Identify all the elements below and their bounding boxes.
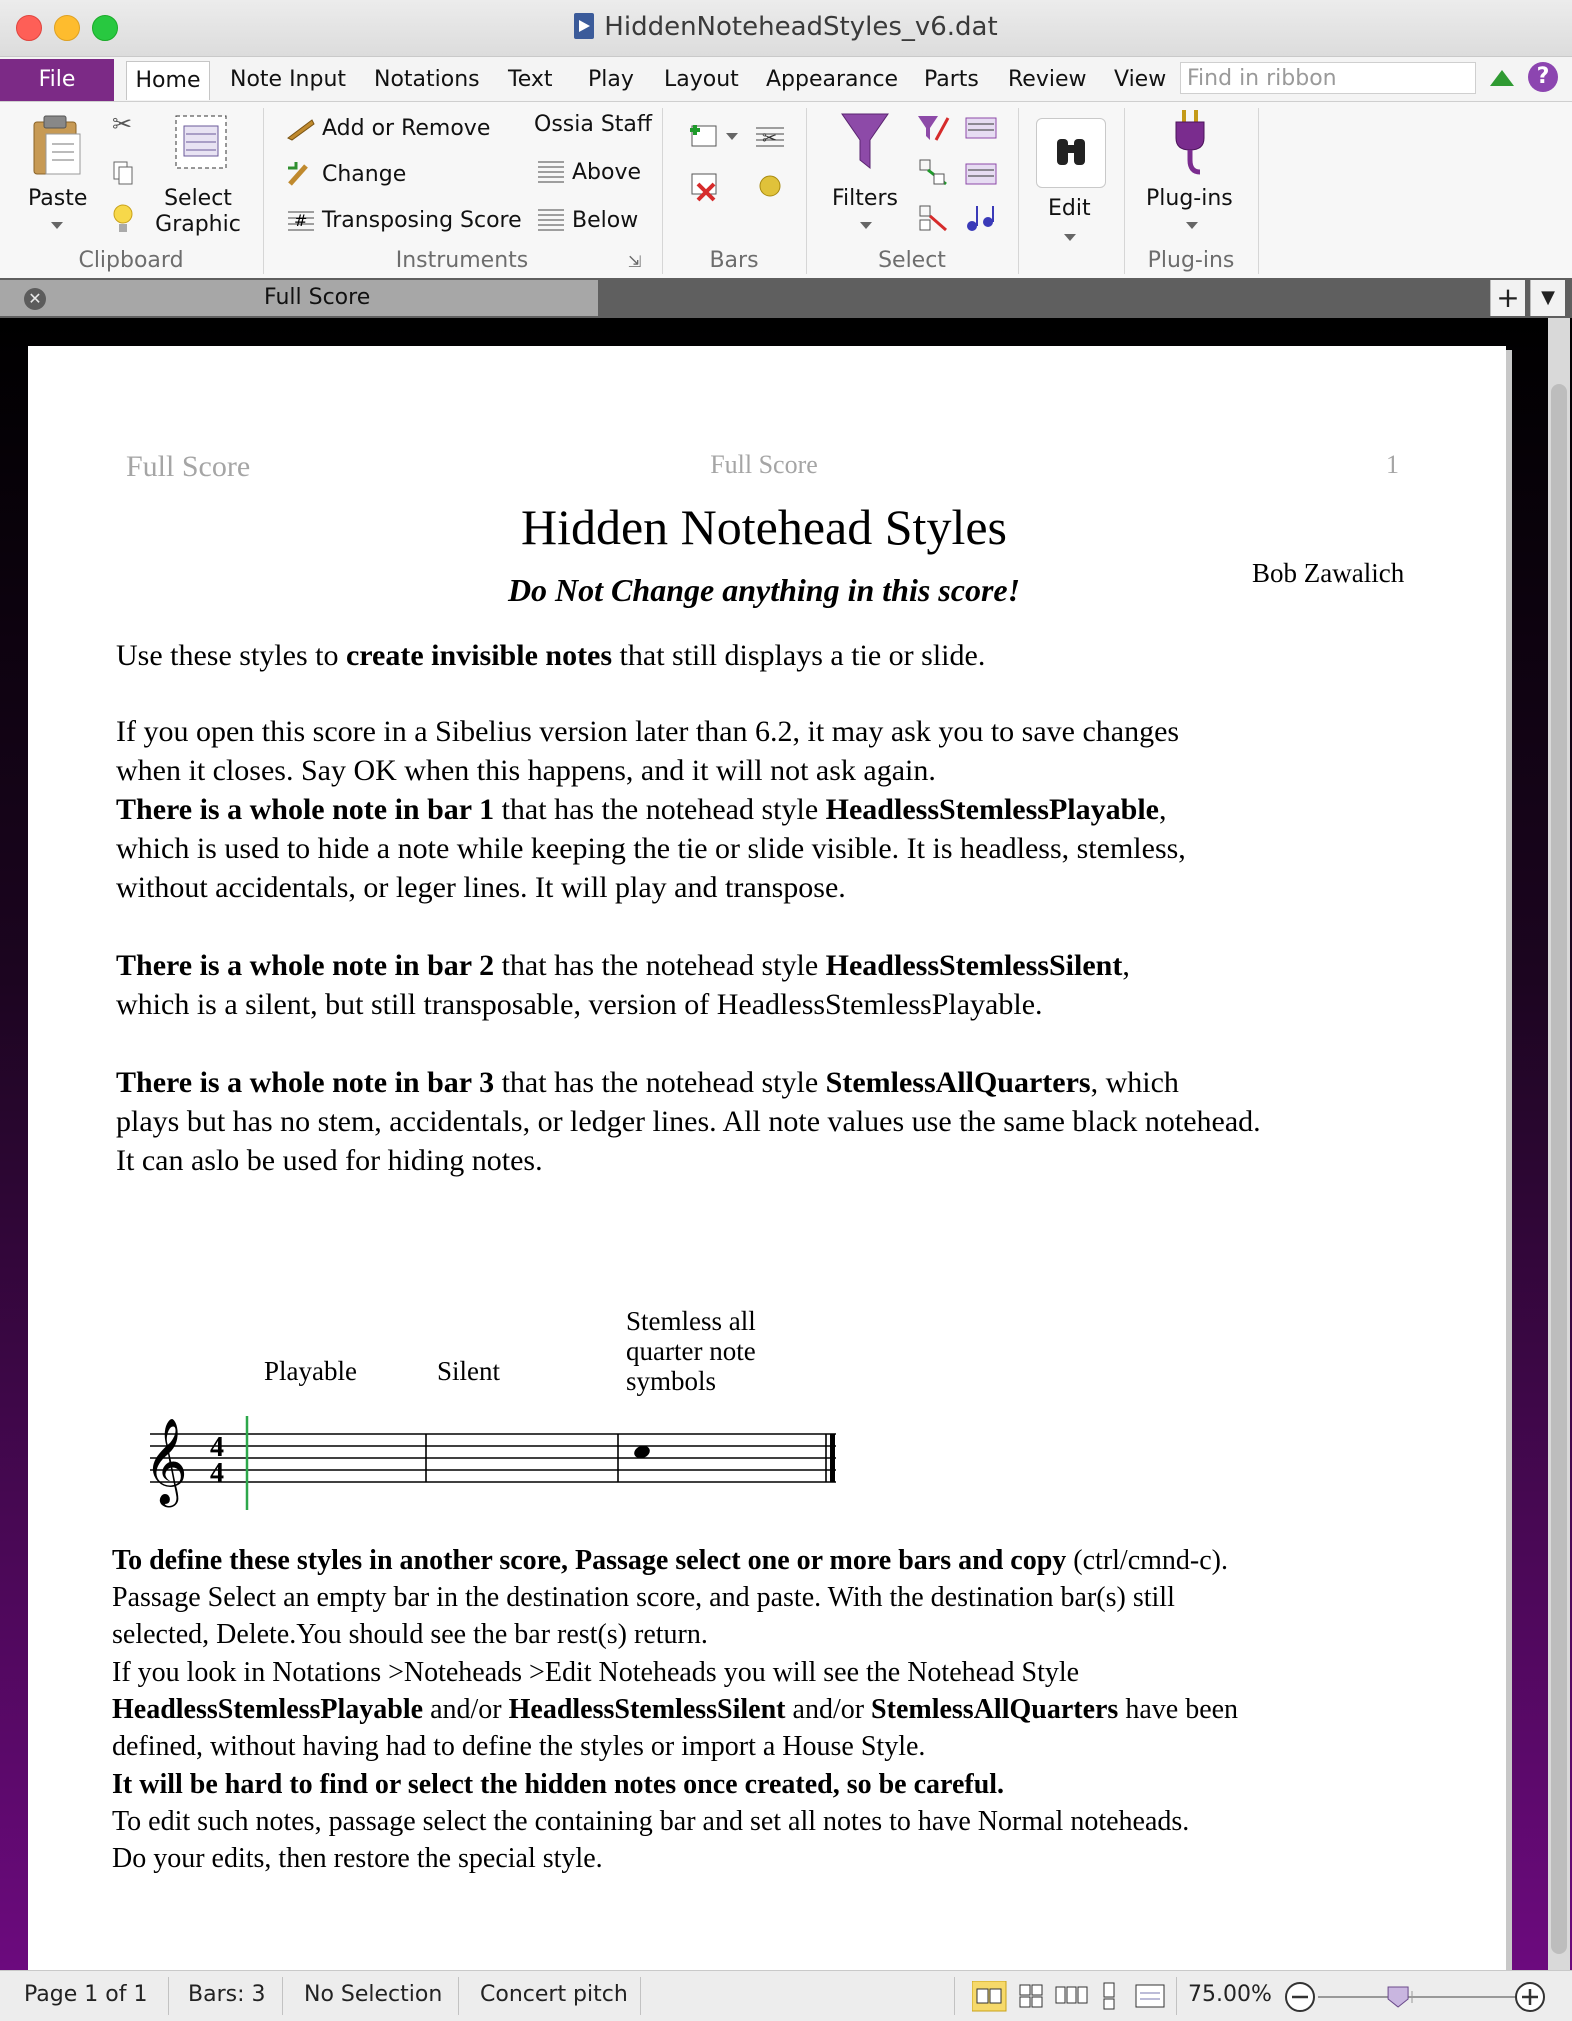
filter-dynamics-icon[interactable] [916, 112, 950, 144]
tab-view[interactable]: View [1114, 67, 1167, 92]
tab-parts[interactable]: Parts [924, 67, 979, 92]
paragraph-7-line-3: defined, without having had to define the styles or import a House Style. [112, 1731, 926, 1762]
find-binoculars-button[interactable] [1036, 118, 1106, 188]
plug-ins-dropdown-icon[interactable] [1186, 222, 1198, 229]
tab-home[interactable]: Home [126, 61, 210, 100]
svg-text:#: # [294, 211, 308, 230]
text-run: Use these styles to [116, 639, 346, 672]
status-divider [954, 1977, 955, 2015]
paragraph-7 [112, 1654, 1238, 1765]
staff-label-stemless-line-1: Stemless all [626, 1306, 756, 1336]
clipboard-group-label: Clipboard [78, 248, 184, 273]
help-icon[interactable]: ? [1528, 62, 1558, 92]
tab-notations[interactable]: Notations [374, 67, 480, 92]
transposing-score-button[interactable]: Transposing Score [322, 208, 522, 233]
paragraph-8-line-1: It will be hard to find or select the hidden notes once created, so be careful. [112, 1769, 1005, 1800]
status-divider [1176, 1977, 1177, 2015]
select-graphic-icon[interactable] [172, 112, 230, 172]
select-group-label: Select [878, 248, 946, 273]
select-graphic-label-2: Graphic [155, 212, 241, 237]
bold-text-run: StemlessAllQuarters [871, 1694, 1119, 1725]
svg-text:✂: ✂ [762, 128, 778, 149]
text-run: and/or [423, 1694, 509, 1725]
paragraph-5-line-1 [116, 1063, 1261, 1102]
paragraph-4 [116, 946, 1130, 1024]
bold-text-run: create invisible notes [345, 639, 613, 672]
delete-bar-icon[interactable] [686, 170, 722, 202]
new-tab-button[interactable]: + [1490, 280, 1525, 316]
text-run: , which [1090, 1066, 1179, 1099]
edit-button[interactable]: Edit [1048, 196, 1091, 221]
ossia-above-icon [536, 158, 566, 184]
bold-text-run: StemlessAllQuarters [825, 1066, 1091, 1099]
paste-button[interactable]: Paste [28, 186, 88, 211]
tip-bulb-icon[interactable] [112, 202, 134, 236]
dialog-launcher-icon[interactable]: ⇲ [628, 252, 642, 271]
paragraph-6 [112, 1542, 1228, 1653]
text-run: , [1158, 793, 1167, 826]
paragraph-5-line-3: It can aslo be used for hiding notes. [116, 1144, 543, 1177]
filters-button[interactable]: Filters [832, 186, 898, 211]
status-concert-pitch[interactable]: Concert pitch [480, 1982, 628, 2007]
window-title-text: HiddenNoteheadStyles_v6.dat [604, 12, 998, 42]
header-center: Full Score [710, 450, 818, 479]
bold-text-run: There is a whole note in bar 1 [116, 793, 495, 826]
document-tab-bar [0, 278, 1572, 318]
text-run: and/or [785, 1694, 872, 1725]
bold-text-run: HeadlessStemlessPlayable [112, 1694, 424, 1725]
paragraph-1 [116, 636, 985, 675]
select-less-icon[interactable] [916, 202, 950, 234]
tab-full-score-label: Full Score [264, 285, 371, 310]
tab-appearance[interactable]: Appearance [766, 67, 899, 92]
paste-dropdown-icon[interactable] [51, 222, 63, 229]
status-divider [282, 1977, 283, 2015]
view-mode-buttons [972, 1981, 1172, 2013]
staff-label-playable: Playable [264, 1356, 357, 1386]
tab-review[interactable]: Review [1008, 67, 1087, 92]
paragraph-3-line-1 [116, 790, 1186, 829]
select-graphic-label-1: Select [164, 186, 232, 211]
tab-layout[interactable]: Layout [664, 67, 739, 92]
paragraph-3-line-2: which is used to hide a note while keeping the tie or slide visible. It is headless, stemless, [116, 832, 1186, 865]
zoom-control [1282, 1979, 1572, 2015]
add-bar-dropdown-icon[interactable] [726, 133, 738, 140]
paragraph-2-line-2: when it closes. Say OK when this happens, and it will not ask again. [116, 754, 936, 787]
status-bars: Bars: 3 [188, 1982, 266, 2007]
paragraph-6-line-2: Passage Select an empty bar in the destination score, and paste. With the destination bar(s) still [112, 1582, 1175, 1613]
staff-label-stemless-line-2: quarter note [626, 1336, 756, 1366]
window-title-bar [0, 0, 1572, 57]
tab-full-score[interactable] [0, 280, 598, 316]
ossia-below-icon [536, 206, 566, 232]
select-notes-icon[interactable] [964, 202, 998, 234]
text-run: , [1122, 949, 1130, 982]
text-run: have been [1118, 1694, 1239, 1725]
paragraph-5-line-2: plays but has no stem, accidentals, or ledger lines. All note values use the same black notehead. [116, 1105, 1261, 1138]
zoom-level[interactable]: 75.00% [1188, 1982, 1272, 2007]
text-run: that has the notehead style [494, 949, 826, 982]
paragraph-6-line-3: selected, Delete.You should see the bar rest(s) return. [112, 1619, 708, 1650]
paragraph-7-line-1: If you look in Notations >Noteheads >Edit Noteheads you will see the Notehead Style [112, 1657, 1080, 1688]
find-in-ribbon-input[interactable]: Find in ribbon [1180, 62, 1476, 94]
add-or-remove-button[interactable]: Add or Remove [322, 116, 491, 141]
cut-icon[interactable]: ✂ [112, 110, 133, 138]
view-grid-icon[interactable] [1020, 1985, 1030, 1995]
header-left: Full Score [126, 450, 251, 483]
paste-icon[interactable] [30, 112, 84, 178]
paragraph-3-line-3: without accidentals, or leger lines. It will play and transpose. [116, 871, 846, 904]
score-subtitle: Do Not Change anything in this score! [507, 572, 1021, 608]
tab-text[interactable]: Text [508, 67, 553, 92]
group-divider [1018, 108, 1019, 274]
status-bar [0, 1970, 1572, 2021]
status-selection: No Selection [304, 1982, 443, 2007]
view-horizontal-icon[interactable] [1056, 1987, 1065, 2003]
composer: Bob Zawalich [1252, 558, 1405, 588]
staff-label-stemless-line-3: symbols [626, 1366, 717, 1396]
treble-clef-icon: 𝄞 [144, 1418, 188, 1504]
time-signature-top: 4 [210, 1432, 224, 1463]
bold-text-run: To define these styles in another score, Passage select one or more bars and copy [112, 1545, 1067, 1576]
text-run: (ctrl/cmnd-c). [1066, 1545, 1228, 1576]
copy-icon[interactable] [112, 160, 134, 186]
plug-ins-group-label: Plug-ins [1147, 248, 1235, 273]
plug-in-icon[interactable] [1170, 108, 1210, 178]
select-graphic-button[interactable] [148, 186, 248, 238]
filters-dropdown-icon[interactable] [860, 222, 872, 229]
split-bar-icon[interactable] [752, 120, 788, 152]
bold-text-run: There is a whole note in bar 3 [116, 1066, 495, 1099]
bold-text-run: HeadlessStemlessSilent [825, 949, 1123, 982]
bold-text-run: There is a whole note in bar 2 [116, 949, 495, 982]
group-divider [662, 108, 663, 274]
plug-ins-button[interactable]: Plug-ins [1146, 186, 1233, 211]
edit-dropdown-icon[interactable] [1064, 234, 1076, 241]
text-run: that has the notehead style [494, 1066, 826, 1099]
join-bar-icon[interactable] [752, 170, 788, 202]
collapse-ribbon-icon[interactable] [1490, 70, 1514, 86]
instruments-group-label: Instruments [395, 248, 529, 273]
window-title [0, 12, 1572, 42]
text-run: that still displays a tie or slide. [612, 639, 986, 672]
change-instrument-icon [286, 160, 316, 188]
status-divider [168, 1977, 169, 2015]
time-signature-bottom: 4 [210, 1458, 224, 1489]
view-vertical-icon[interactable] [1104, 1983, 1114, 1997]
tab-play[interactable]: Play [588, 67, 634, 92]
paragraph-5 [116, 1063, 1261, 1180]
page-number: 1 [1386, 450, 1399, 479]
tab-menu-icon[interactable]: ▼ [1530, 280, 1565, 316]
status-divider [458, 1977, 459, 2015]
change-instrument-button[interactable]: Change [322, 162, 407, 187]
close-tab-icon[interactable]: ✕ [24, 288, 46, 310]
paragraph-3 [116, 790, 1186, 907]
scrollbar-thumb[interactable] [1551, 384, 1567, 1954]
select-all-icon[interactable] [964, 160, 998, 188]
tab-note-input[interactable]: Note Input [230, 67, 347, 92]
paragraph-7-line-2 [112, 1691, 1238, 1728]
select-more-icon[interactable] [916, 156, 950, 188]
staff-label-silent: Silent [437, 1356, 501, 1386]
bold-text-run: HeadlessStemlessSilent [508, 1694, 786, 1725]
group-divider [806, 108, 807, 274]
text-run: that has the notehead style [494, 793, 826, 826]
ribbon-home [0, 101, 1572, 279]
filter-funnel-icon[interactable] [840, 110, 890, 174]
paragraph-8-line-2: To edit such notes, passage select the containing bar and set all notes to have Normal noteheads. [112, 1806, 1190, 1837]
binoculars-icon [1037, 119, 1105, 187]
ossia-staff-label: Ossia Staff [534, 112, 653, 137]
ossia-below-button[interactable]: Below [572, 208, 639, 233]
add-bar-icon[interactable] [686, 120, 722, 152]
group-divider [1258, 108, 1259, 274]
group-divider [1124, 108, 1125, 274]
ossia-above-button[interactable]: Above [572, 160, 642, 185]
paragraph-8 [112, 1766, 1189, 1877]
paragraph-4-line-1 [116, 946, 1130, 985]
select-system-icon[interactable] [964, 114, 998, 142]
status-divider [640, 1977, 641, 2015]
score-title: Hidden Notehead Styles [520, 499, 1007, 555]
paragraph-6-line-1 [112, 1542, 1228, 1579]
tab-file[interactable]: File [0, 59, 114, 101]
transposing-score-icon [286, 206, 316, 232]
music-staff[interactable] [28, 1366, 928, 1546]
final-barline-thick [830, 1434, 835, 1482]
zoom-slider-thumb[interactable] [1388, 1987, 1408, 2007]
bold-text-run: HeadlessStemlessPlayable [825, 793, 1159, 826]
score-page [28, 346, 1506, 1986]
paragraph-2-line-1: If you open this score in a Sibelius version later than 6.2, it may ask you to save changes [116, 715, 1180, 748]
status-page: Page 1 of 1 [24, 1982, 148, 2007]
document-icon [574, 13, 594, 39]
paragraph-8-line-3: Do your edits, then restore the special style. [112, 1843, 603, 1874]
paragraph-2 [116, 712, 1179, 790]
paragraph-4-line-2: which is a silent, but still transposable, version of HeadlessStemlessPlayable. [116, 988, 1043, 1021]
bars-group-label: Bars [709, 248, 759, 273]
add-remove-instrument-icon [286, 116, 316, 142]
view-panorama-icon[interactable] [1136, 1985, 1164, 2007]
